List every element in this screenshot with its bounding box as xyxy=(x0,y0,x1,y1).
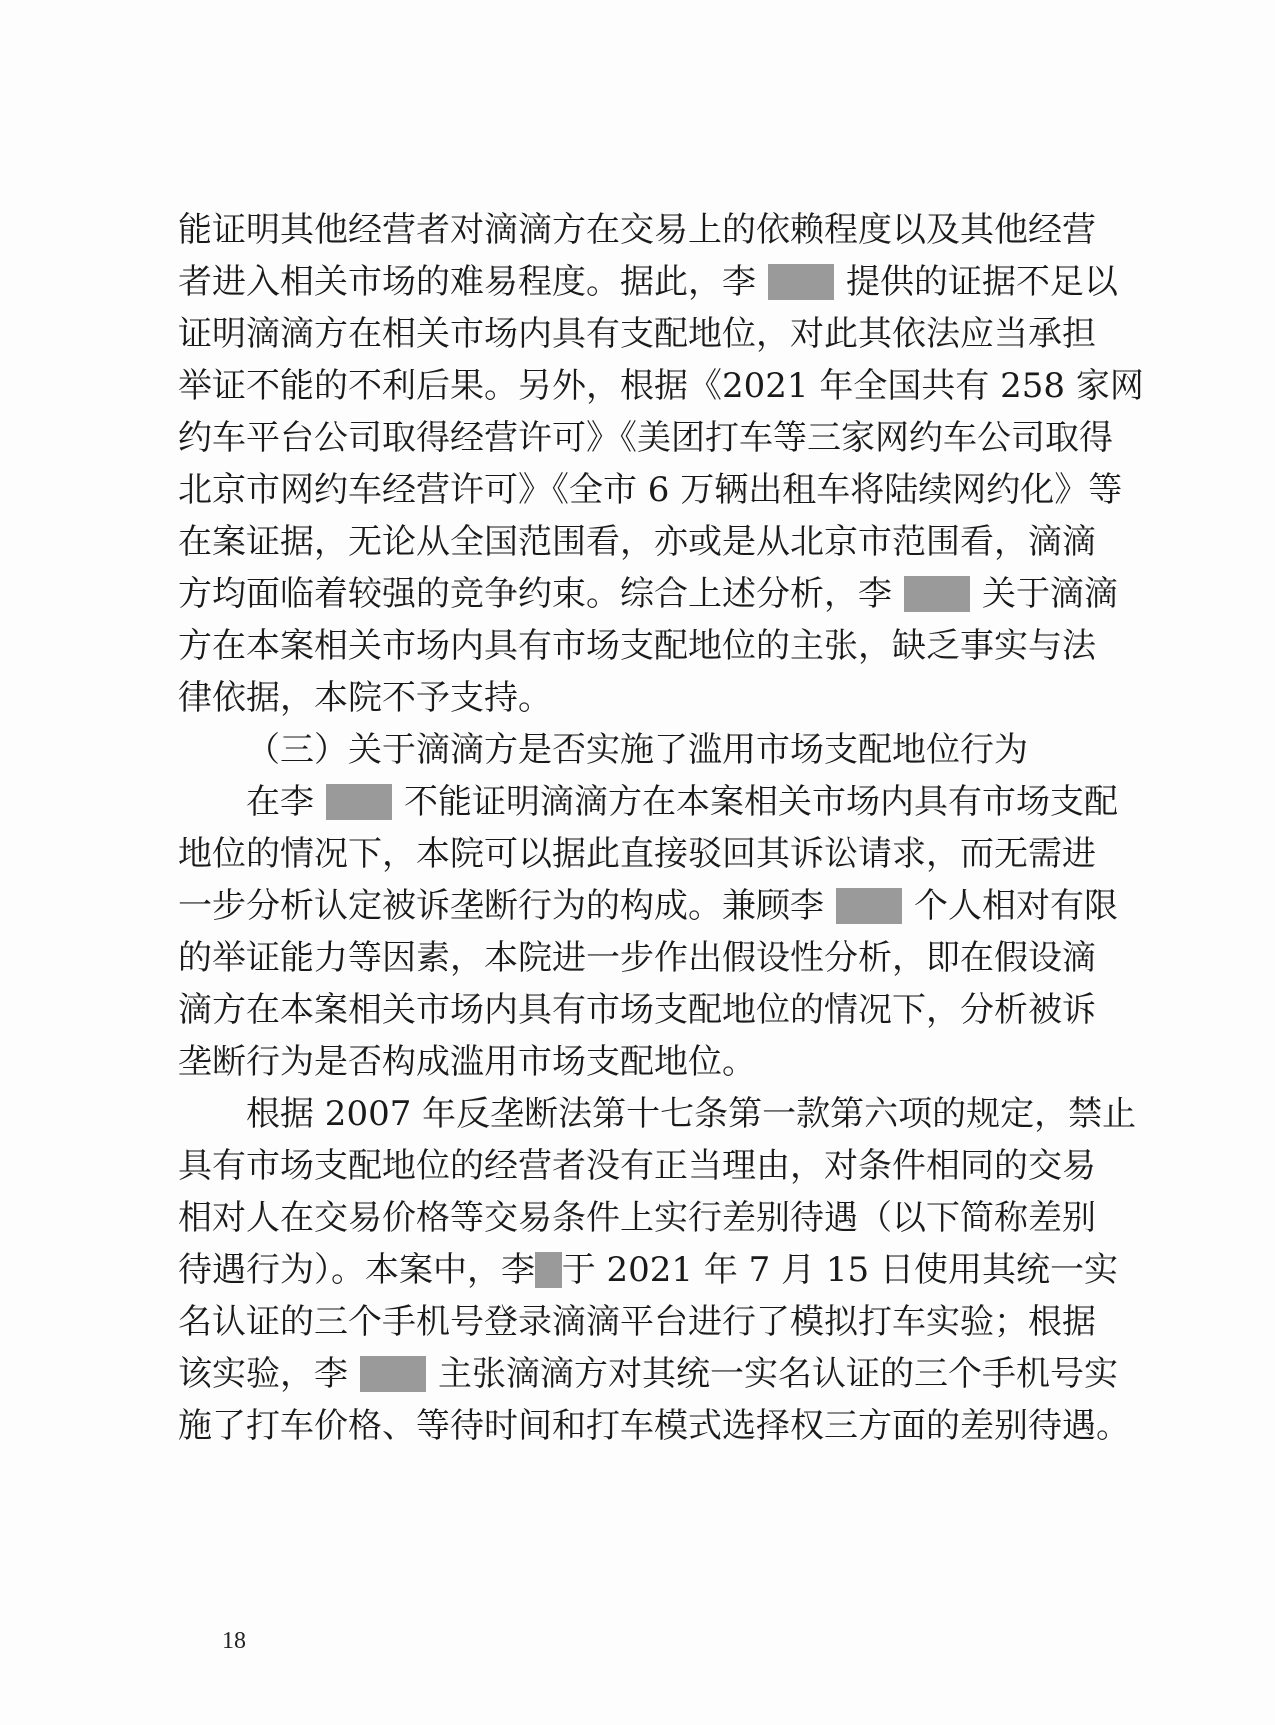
text-segment: 关于滴滴 xyxy=(982,574,1118,614)
text-line xyxy=(178,204,1118,256)
text-segment: 的举证能力等因素，本院进一步作出假设性分析，即在假设滴 xyxy=(178,938,1096,978)
text-line xyxy=(246,1088,1137,1140)
text-segment: 方均面临着较强的竞争约束。综合上述分析，李 xyxy=(178,574,892,614)
text-line xyxy=(178,1296,1118,1348)
section-heading: （三）关于滴滴方是否实施了滥用市场支配地位行为 xyxy=(246,730,1028,770)
text-line xyxy=(178,672,1118,724)
text-segment: 者进入相关市场的难易程度。据此，李 xyxy=(178,262,756,302)
text-segment: 在李 xyxy=(246,782,314,822)
text-line xyxy=(178,932,1118,984)
text-segment: 在案证据，无论从全国范围看，亦或是从北京市范围看，滴滴 xyxy=(178,522,1096,562)
text-segment: 提供的证据不足以 xyxy=(846,262,1118,302)
text-line xyxy=(178,516,1118,568)
text-line xyxy=(178,1140,1118,1192)
text-segment: 具有市场支配地位的经营者没有正当理由，对条件相同的交易 xyxy=(178,1146,1096,1186)
text-segment: 待遇行为）。本案中，李 xyxy=(178,1250,535,1290)
text-segment: 相对人在交易价格等交易条件上实行差别待遇（以下简称差别 xyxy=(178,1198,1096,1238)
text-segment: 举证不能的不利后果。另外，根据《2021 年全国共有 258 家网 xyxy=(178,366,1144,406)
text-line xyxy=(178,1192,1118,1244)
text-segment: 垄断行为是否构成滥用市场支配地位。 xyxy=(178,1042,756,1082)
page-number: 18 xyxy=(222,1628,246,1654)
text-segment: 证明滴滴方在相关市场内具有支配地位，对此其依法应当承担 xyxy=(178,314,1096,354)
text-segment: 能证明其他经营者对滴滴方在交易上的依赖程度以及其他经营 xyxy=(178,210,1096,250)
text-segment: 施了打车价格、等待时间和打车模式选择权三方面的差别待遇。 xyxy=(178,1406,1130,1446)
text-line xyxy=(178,880,1118,932)
text-line xyxy=(178,308,1118,360)
text-segment: 个人相对有限 xyxy=(914,886,1118,926)
text-line xyxy=(178,464,1123,516)
redaction-box xyxy=(768,264,834,300)
text-segment: 方在本案相关市场内具有市场支配地位的主张，缺乏事实与法 xyxy=(178,626,1096,666)
text-line xyxy=(178,1400,1130,1452)
text-line xyxy=(178,828,1118,880)
redaction-box xyxy=(904,576,970,612)
text-segment: 地位的情况下，本院可以据此直接驳回其诉讼请求，而无需进 xyxy=(178,834,1096,874)
text-segment: 名认证的三个手机号登录滴滴平台进行了模拟打车实验；根据 xyxy=(178,1302,1096,1342)
text-segment: 于 2021 年 7 月 15 日使用其统一实 xyxy=(561,1250,1118,1290)
redaction-box xyxy=(326,784,392,820)
text-line xyxy=(178,1244,1118,1296)
text-line xyxy=(246,776,1118,828)
text-segment: 律依据，本院不予支持。 xyxy=(178,678,552,718)
text-line xyxy=(178,620,1118,672)
redaction-box xyxy=(360,1356,426,1392)
redaction-box xyxy=(535,1252,562,1288)
text-segment: 该实验，李 xyxy=(178,1354,348,1394)
text-segment: 一步分析认定被诉垄断行为的构成。兼顾李 xyxy=(178,886,824,926)
text-line xyxy=(178,360,1144,412)
text-line xyxy=(178,256,1118,308)
redaction-box xyxy=(836,888,902,924)
text-segment: 北京市网约车经营许可》《全市 6 万辆出租车将陆续网约化》等 xyxy=(178,470,1123,510)
text-segment: 滴方在本案相关市场内具有市场支配地位的情况下，分析被诉 xyxy=(178,990,1096,1030)
text-segment: 根据 2007 年反垄断法第十七条第一款第六项的规定，禁止 xyxy=(246,1094,1137,1134)
text-line xyxy=(178,1036,1118,1088)
text-line xyxy=(178,1348,1118,1400)
text-line xyxy=(178,568,1118,620)
text-line xyxy=(178,984,1118,1036)
text-line xyxy=(178,412,1118,464)
text-segment: 不能证明滴滴方在本案相关市场内具有市场支配 xyxy=(404,782,1118,822)
text-segment: 主张滴滴方对其统一实名认证的三个手机号实 xyxy=(438,1354,1118,1394)
text-segment: 约车平台公司取得经营许可》《美团打车等三家网约车公司取得 xyxy=(178,418,1113,458)
